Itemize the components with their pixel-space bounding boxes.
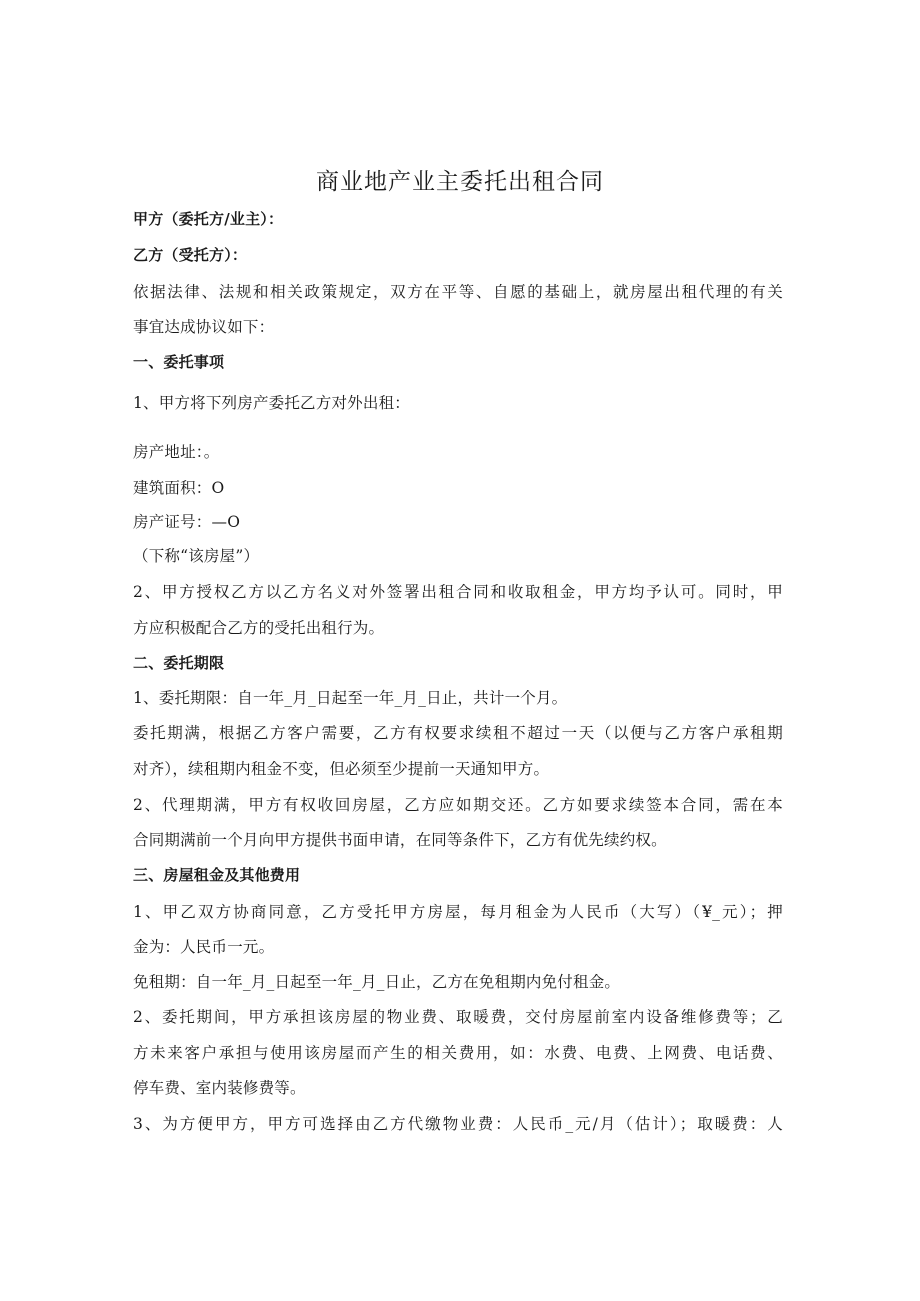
- document-title: 商业地产业主委托出租合同: [316, 169, 604, 195]
- rent-free-period: 免租期：自一年_月_日起至一年_月_日止，乙方在免租期内免付租金。: [133, 973, 621, 991]
- section-3-item-1-line-2: 金为：人民币一元。: [133, 938, 275, 956]
- section-3-item-1-line-1: 1、甲乙双方协商同意，乙方受托甲方房屋，每月租金为人民币（大写）（¥_元）；押: [133, 903, 783, 921]
- section-1-item-1: 1、甲方将下列房产委托乙方对外出租：: [133, 394, 410, 412]
- section-2-item-2-line-2: 合同期满前一个月向甲方提供书面申请，在同等条件下，乙方有优先续约权。: [133, 831, 667, 849]
- property-alias: （下称“该房屋”）: [133, 547, 260, 565]
- section-2-item-2-line-1: 2、代理期满，甲方有权收回房屋，乙方应如期交还。乙方如要求续签本合同，需在本: [133, 796, 783, 814]
- section-3-heading: 三、房屋租金及其他费用: [133, 866, 301, 884]
- section-1-heading: 一、委托事项: [133, 353, 225, 371]
- section-3-item-3: 3、为方便甲方，甲方可选择由乙方代缴物业费：人民币_元/月（估计）；取暖费：人: [133, 1115, 783, 1133]
- section-3-item-2-line-3: 停车费、室内装修费等。: [133, 1079, 306, 1097]
- party-a-label: 甲方（委托方/业主）：: [133, 210, 284, 228]
- section-1-item-2-line-1: 2、甲方授权乙方以乙方名义对外签署出租合同和收取租金，甲方均予认可。同时，甲: [133, 583, 783, 601]
- section-3-item-2-line-1: 2、委托期间，甲方承担该房屋的物业费、取暖费，交付房屋前室内设备维修费等；乙: [133, 1008, 783, 1026]
- renewal-line-2: 对齐），续租期内租金不变，但必须至少提前一天通知甲方。: [133, 760, 550, 778]
- intro-line-2: 事宜达成协议如下：: [133, 318, 275, 336]
- section-3-item-2-line-2: 方未来客户承担与使用该房屋而产生的相关费用，如：水费、电费、上网费、电话费、: [133, 1044, 783, 1062]
- section-1-item-2-line-2: 方应积极配合乙方的受托出租行为。: [133, 619, 385, 637]
- section-2-heading: 二、委托期限: [133, 654, 225, 672]
- section-2-item-1: 1、委托期限：自一年_月_日起至一年_月_日止，共计一个月。: [133, 689, 568, 707]
- intro-line-1: 依据法律、法规和相关政策规定，双方在平等、自愿的基础上，就房屋出租代理的有关: [133, 283, 783, 301]
- party-b-label: 乙方（受托方）：: [133, 246, 248, 264]
- property-address: 房产地址：。: [133, 443, 220, 461]
- building-area: 建筑面积：O: [133, 479, 225, 497]
- renewal-line-1: 委托期满，根据乙方客户需要，乙方有权要求续租不超过一天（以便与乙方客户承租期: [133, 724, 783, 742]
- property-cert-number: 房产证号：—O: [133, 513, 241, 531]
